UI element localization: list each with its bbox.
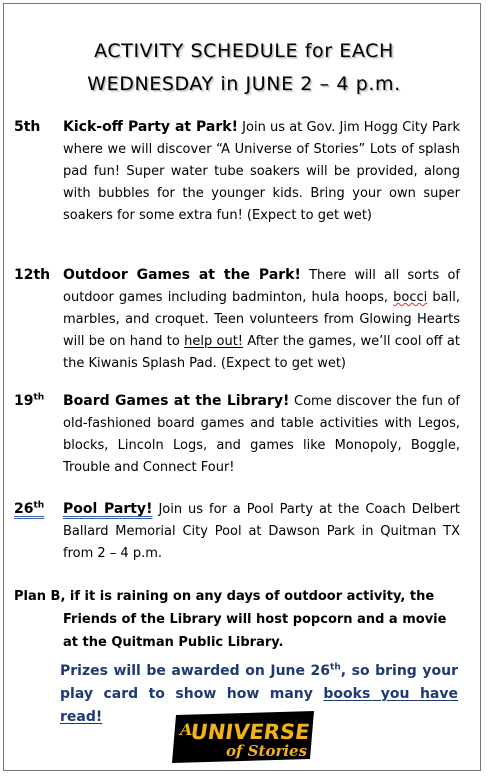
entry-date: 19th — [14, 392, 45, 409]
entry-text: After the games, we’ll cool off at the Kiwanis Splash Pad. (Expect to get wet) — [63, 334, 460, 371]
entry-text: Join us for a Pool Party at the Coach Delbert Ballard Memorial City Pool at Dawson Park in Quitman TX from 2 – 4 p.m. — [63, 502, 461, 561]
logo-universe: UNIVERSE — [189, 719, 312, 744]
entry-text: ball, marbles, and croquet. Teen volunteers from Glowing Hearts will be on hand to — [63, 290, 460, 349]
entry-heading: Kick-off Party at Park! — [63, 119, 238, 135]
entry-text-spellcheck: bocci — [393, 290, 428, 305]
entry-date: 5th — [14, 119, 41, 135]
title-line-1: ACTIVITY SCHEDULE for EACH — [94, 40, 394, 62]
entry-text: Come discover the fun of old-fashioned board games and table activities with Legos, blocks, Lincoln Logs, and games like Monopoly, Boggle, Trouble and Connect Four! — [63, 394, 460, 475]
entry-heading: Pool Party! — [63, 501, 153, 517]
entry-body — [63, 116, 460, 227]
entry-body — [63, 264, 460, 375]
entry-date: 12th — [14, 267, 51, 283]
entry-june-12 — [14, 264, 460, 375]
universe-of-stories-logo — [168, 709, 320, 765]
entry-date: 26th — [14, 500, 45, 517]
logo-of-stories: of Stories — [226, 742, 308, 760]
plan-b-note — [14, 585, 460, 654]
title-line-2: WEDNESDAY in JUNE 2 – 4 p.m. — [87, 73, 401, 95]
entry-text: There will all sorts of outdoor games including badminton, hula hoops, — [63, 268, 460, 305]
entry-text-underlined: help out! — [184, 334, 243, 349]
prizes-text: , so bring your play card to show how many — [60, 663, 458, 702]
prizes-text: Prizes will be awarded on June 26 — [60, 663, 331, 679]
plan-b-rest: Friends of the Library will host popcorn and a movie at the Quitman Public Library. — [63, 612, 447, 650]
entry-june-19 — [14, 390, 460, 479]
entry-june-5 — [14, 116, 460, 227]
logo-letter-a: A — [180, 720, 193, 739]
entry-body — [63, 390, 460, 479]
entry-text: Join us at Gov. Jim Hogg City Park where we will discover “A Universe of Stories” Lots of splash pad fun! Super water tube soakers will be provided, along with bubbles for the younger kids. Bring your own super soakers for some extra fun! (Expect to get wet) — [63, 120, 461, 223]
prizes-sup: th — [330, 662, 341, 673]
plan-b-line1: Plan B, if it is raining on any days of outdoor activity, the — [14, 589, 435, 604]
entry-body — [63, 498, 460, 565]
entry-june-26 — [14, 498, 460, 565]
entry-heading: Outdoor Games at the Park! — [63, 267, 301, 283]
entry-heading: Board Games at the Library! — [63, 393, 290, 409]
books-read-link[interactable]: books you have read! — [60, 686, 458, 725]
